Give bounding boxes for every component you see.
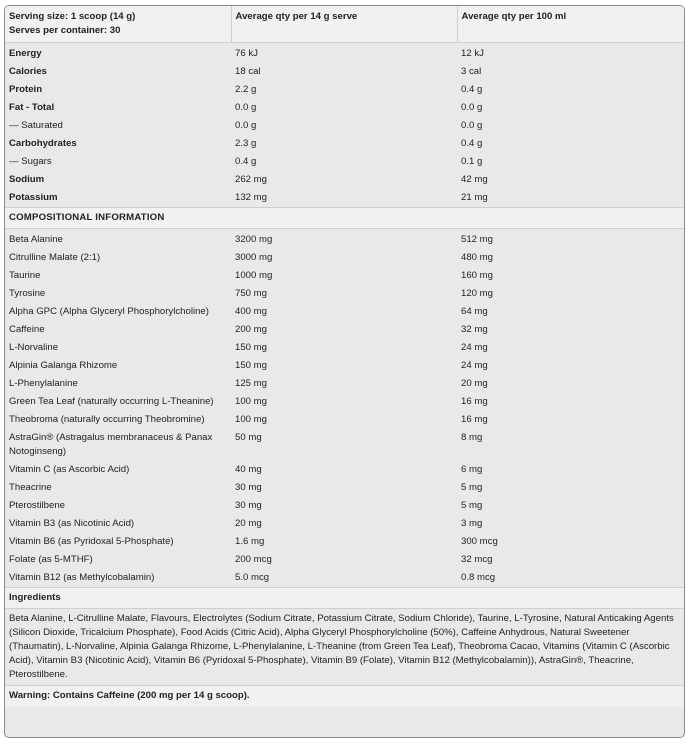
row-label: Carbohydrates [9,138,77,149]
value-per-100ml: 6 mg [461,464,483,475]
row-label: Caffeine [9,324,45,335]
row-label: Folate (as 5-MTHF) [9,554,93,565]
row-label: L-Phenylalanine [9,378,78,389]
table-row [5,43,684,64]
row-label: Green Tea Leaf (naturally occurring L-Theanine) [9,396,214,407]
compositional-section [5,208,684,229]
caffeine-warning: Warning: Contains Caffeine (200 mg per 14 g scoop). [5,685,684,706]
value-per-100ml: 0.8 mcg [461,572,496,583]
table-row [5,375,684,393]
nutrition-body [5,43,684,208]
row-label: — Saturated [9,120,63,131]
value-per-serve: 100 mg [235,396,267,407]
value-per-100ml: 8 mg [461,432,483,443]
value-per-100ml: 32 mcg [461,554,493,565]
row-label: Alpha GPC (Alpha Glyceryl Phosphorylcholine) [9,306,209,317]
compositional-title: COMPOSITIONAL INFORMATION [5,208,684,229]
table-row [5,81,684,99]
table-row [5,267,684,285]
table-row [5,393,684,411]
value-per-100ml: 160 mg [461,270,493,281]
row-label: L-Norvaline [9,342,59,353]
serving-info-header [5,6,231,43]
table-row [5,339,684,357]
table-row [5,99,684,117]
value-per-100ml: 5 mg [461,500,483,511]
value-per-100ml: 16 mg [461,396,488,407]
table-row [5,303,684,321]
table-row [5,479,684,497]
value-per-100ml: 0.4 g [461,84,483,95]
value-per-serve: 1.6 mg [235,536,265,547]
value-per-serve: 200 mg [235,324,267,335]
table-row [5,551,684,569]
table-row [5,515,684,533]
value-per-serve: 76 kJ [235,48,258,59]
row-label: Sodium [9,174,45,185]
row-label: Vitamin B6 (as Pyridoxal 5-Phosphate) [9,536,174,547]
value-per-100ml: 42 mg [461,174,488,185]
value-per-100ml: 16 mg [461,414,488,425]
row-label: Vitamin C (as Ascorbic Acid) [9,464,130,475]
value-per-100ml: 64 mg [461,306,488,317]
nutrition-table [5,6,684,587]
value-per-100ml: 20 mg [461,378,488,389]
value-per-serve: 30 mg [235,500,262,511]
table-header-row [5,6,684,43]
row-label: Citrulline Malate (2:1) [9,252,101,263]
row-label: Potassium [9,192,58,203]
table-row [5,171,684,189]
value-per-100ml: 0.0 g [461,102,483,113]
row-label: — Sugars [9,156,52,167]
value-per-100ml: 3 cal [461,66,482,77]
row-label: Pterostilbene [9,500,65,511]
value-per-serve: 1000 mg [235,270,273,281]
value-per-serve: 5.0 mcg [235,572,270,583]
row-label: Protein [9,84,43,95]
row-label: Energy [9,48,42,59]
table-row [5,249,684,267]
table-row [5,63,684,81]
value-per-serve: 150 mg [235,360,267,371]
value-per-100ml: 120 mg [461,288,493,299]
column-header-per-serve: Average qty per 14 g serve [231,6,457,43]
table-row [5,117,684,135]
nutrition-panel [4,5,685,738]
value-per-100ml: 24 mg [461,360,488,371]
value-per-serve: 0.4 g [235,156,257,167]
value-per-serve: 3200 mg [235,234,273,245]
table-row [5,229,684,250]
table-row [5,533,684,551]
value-per-100ml: 512 mg [461,234,493,245]
value-per-serve: 200 mcg [235,554,272,565]
table-row [5,461,684,479]
value-per-100ml: 24 mg [461,342,488,353]
value-per-100ml: 0.1 g [461,156,483,167]
value-per-serve: 0.0 g [235,102,257,113]
servings-per-container: Serves per container: 30 [9,25,121,36]
value-per-serve: 400 mg [235,306,267,317]
row-label: Theobroma (naturally occurring Theobromine) [9,414,205,425]
row-label: Alpinia Galanga Rhizome [9,360,118,371]
value-per-100ml: 300 mcg [461,536,498,547]
value-per-100ml: 480 mg [461,252,493,263]
table-row [5,285,684,303]
value-per-serve: 50 mg [235,432,262,443]
value-per-serve: 18 cal [235,66,261,77]
value-per-100ml: 32 mg [461,324,488,335]
value-per-serve: 2.2 g [235,84,257,95]
row-label: Tyrosine [9,288,46,299]
row-label: Taurine [9,270,41,281]
table-row [5,321,684,339]
table-row [5,357,684,375]
row-label: Fat - Total [9,102,55,113]
value-per-100ml: 12 kJ [461,48,484,59]
table-row [5,411,684,429]
table-row [5,153,684,171]
value-per-serve: 20 mg [235,518,262,529]
value-per-serve: 150 mg [235,342,267,353]
column-header-per-100ml: Average qty per 100 ml [457,6,684,43]
compositional-body [5,229,684,588]
row-label: Theacrine [9,482,52,493]
value-per-100ml: 3 mg [461,518,483,529]
value-per-100ml: 0.4 g [461,138,483,149]
row-label: Vitamin B3 (as Nicotinic Acid) [9,518,135,529]
row-label: AstraGin® (Astragalus membranaceus & Panax Notoginseng) [9,432,213,457]
value-per-serve: 0.0 g [235,120,257,131]
serving-size: Serving size: 1 scoop (14 g) [9,11,136,22]
value-per-serve: 132 mg [235,192,267,203]
row-label: Beta Alanine [9,234,63,245]
value-per-100ml: 0.0 g [461,120,483,131]
value-per-100ml: 5 mg [461,482,483,493]
value-per-serve: 40 mg [235,464,262,475]
table-row [5,189,684,208]
ingredients-title: Ingredients [5,587,684,609]
ingredients-text: Beta Alanine, L-Citrulline Malate, Flavours, Electrolytes (Sodium Citrate, Potassium Citrate, Sodium Chloride), Taurine, L-Tyrosine, Natural Anticaking Agents (Silicon Dioxide, Tricalcium Phosphate), Food Acids (Citric Acid), Alpha Glyceryl Phosphorylcholine (50%), Caffeine Anhydrous, Natural Sweetener (Thaumatin), L-Norvaline, Alpinia Galanga Rhizome, L-Phenylalanine, L-Theanine (from Green Tea Leaf), Theobroma Cacao, Vitamins (Vitamin C (Ascorbic Acid), Vitamin B3 (Nicotinic Acid), Vitamin B6 (Pyridoxal 5-Phosphate), Vitamin B9 (Folate), Vitamin B12 (Methylcobalamin)), AstraGin®, Theacrine, Pterostilbene. [9,613,674,680]
table-row [5,429,684,461]
value-per-serve: 262 mg [235,174,267,185]
value-per-serve: 2.3 g [235,138,257,149]
row-label: Vitamin B12 (as Methylcobalamin) [9,572,155,583]
value-per-serve: 3000 mg [235,252,273,263]
value-per-serve: 100 mg [235,414,267,425]
compositional-header-row [5,208,684,229]
value-per-serve: 30 mg [235,482,262,493]
value-per-100ml: 21 mg [461,192,488,203]
table-row [5,569,684,587]
row-label: Calories [9,66,47,77]
table-row [5,135,684,153]
value-per-serve: 750 mg [235,288,267,299]
table-row [5,497,684,515]
value-per-serve: 125 mg [235,378,267,389]
